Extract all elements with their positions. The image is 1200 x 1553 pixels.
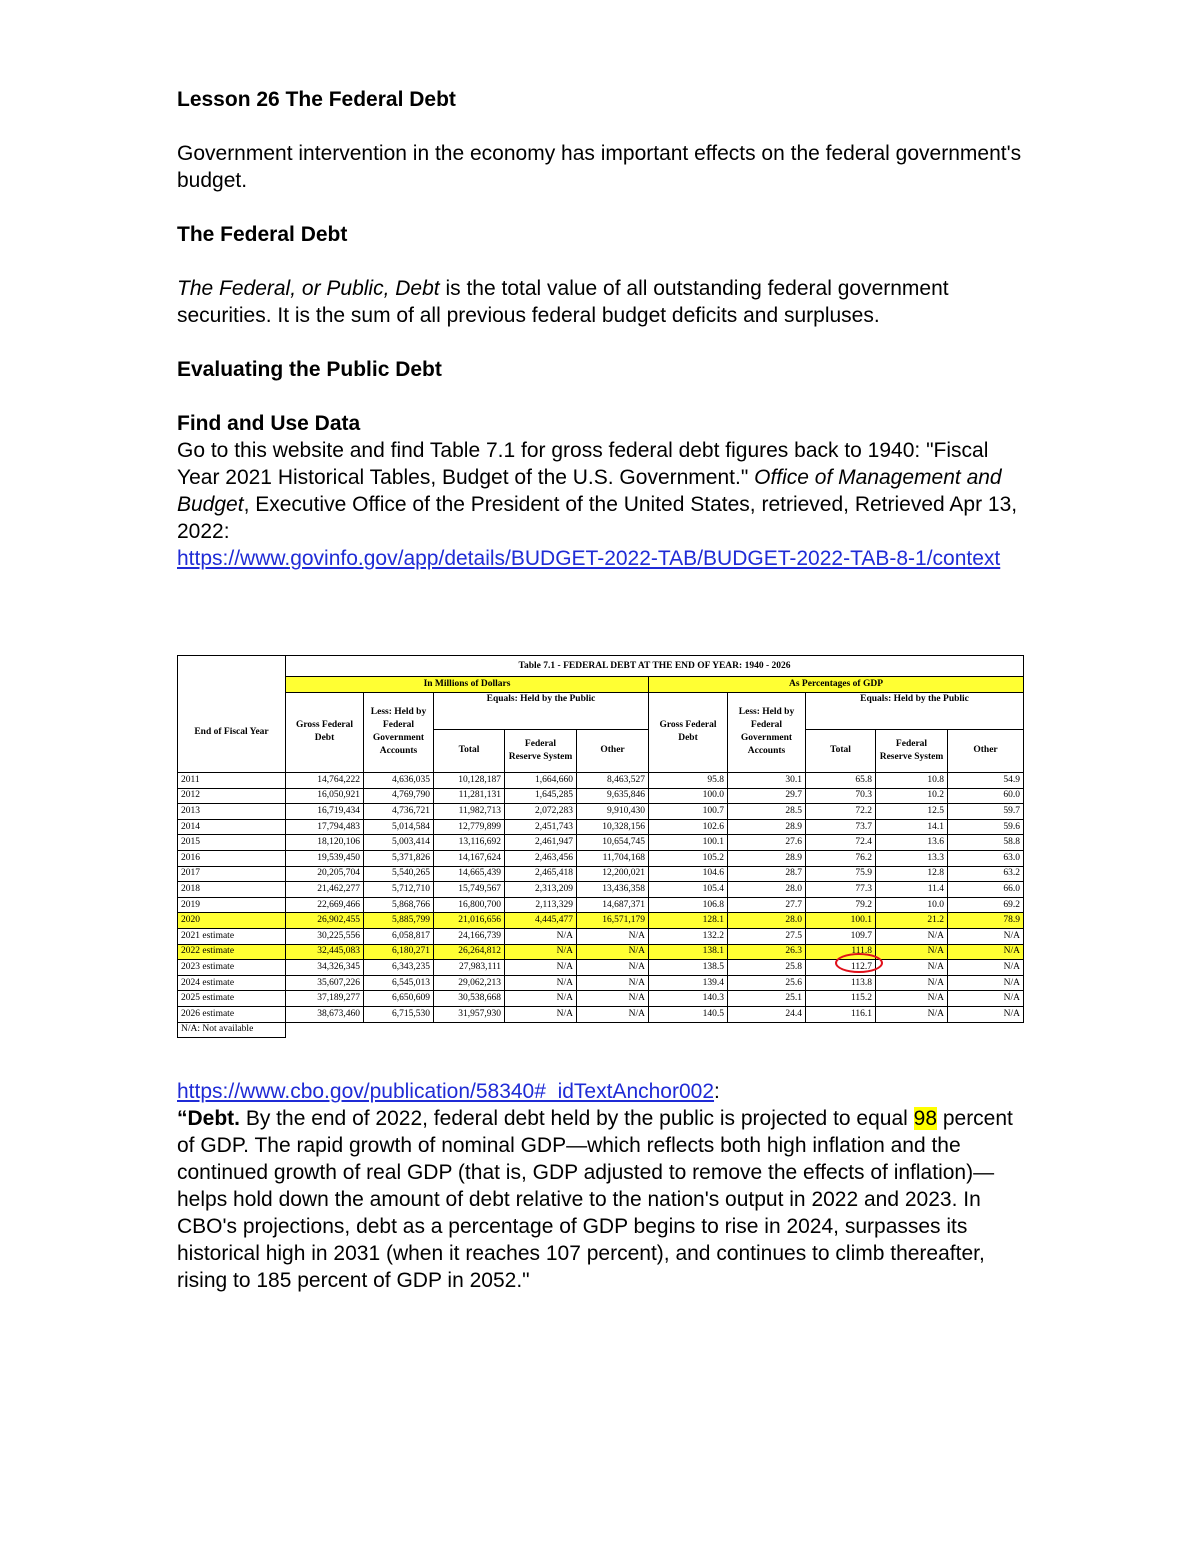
- row-value: 105.2: [649, 851, 728, 867]
- row-value: 66.0: [948, 882, 1024, 898]
- row-value: 25.8: [728, 960, 806, 976]
- row-value: 115.2: [806, 991, 876, 1007]
- intro-paragraph: Government intervention in the economy has important effects on the federal government's budget.: [177, 142, 1022, 192]
- row-value: 1,664,660: [505, 773, 577, 789]
- row-value: 75.9: [806, 866, 876, 882]
- row-value: 12,779,899: [434, 819, 505, 835]
- row-value: 28.9: [728, 851, 806, 867]
- row-value: N/A: [577, 975, 649, 991]
- row-value: 70.3: [806, 788, 876, 804]
- row-value: 72.4: [806, 835, 876, 851]
- row-value: 112.7: [806, 960, 876, 976]
- row-value: 63.2: [948, 866, 1024, 882]
- header-equals-gdp: Equals: Held by the Public: [806, 692, 1024, 729]
- row-value: N/A: [948, 1007, 1024, 1023]
- row-value: 16,719,434: [286, 804, 364, 820]
- row-year: 2021 estimate: [178, 929, 286, 945]
- row-value: 5,868,766: [364, 897, 434, 913]
- row-value: 26.3: [728, 944, 806, 960]
- cbo-link-colon: :: [714, 1080, 720, 1103]
- row-value: 16,050,921: [286, 788, 364, 804]
- row-value: 95.8: [649, 773, 728, 789]
- row-value: 21.2: [876, 913, 948, 929]
- row-value: 18,120,106: [286, 835, 364, 851]
- row-value: 12.8: [876, 866, 948, 882]
- table-row: [178, 819, 1024, 835]
- row-value: 14,167,624: [434, 851, 505, 867]
- row-value: 14,764,222: [286, 773, 364, 789]
- row-value: N/A: [876, 960, 948, 976]
- row-value: 38,673,460: [286, 1007, 364, 1023]
- row-value: 5,014,584: [364, 819, 434, 835]
- row-value: 2,113,329: [505, 897, 577, 913]
- row-value: 9,635,846: [577, 788, 649, 804]
- row-value: N/A: [505, 944, 577, 960]
- row-value: 12,200,021: [577, 866, 649, 882]
- row-value: 28.0: [728, 882, 806, 898]
- row-value: N/A: [948, 991, 1024, 1007]
- group-dollars: In Millions of Dollars: [286, 677, 649, 693]
- row-year: 2019: [178, 897, 286, 913]
- row-value: 100.0: [649, 788, 728, 804]
- cbo-section: [177, 1078, 1027, 1294]
- row-value: 11,982,713: [434, 804, 505, 820]
- table-row: [178, 866, 1024, 882]
- group-gdp: As Percentages of GDP: [649, 677, 1024, 693]
- row-value: 28.0: [728, 913, 806, 929]
- row-value: N/A: [876, 944, 948, 960]
- row-value: 100.1: [806, 913, 876, 929]
- row-year: 2025 estimate: [178, 991, 286, 1007]
- find-text-2: , Executive Office of the President of the United States, retrieved, Retrieved Apr 13, 2022:: [177, 493, 1018, 543]
- row-value: 6,545,013: [364, 975, 434, 991]
- row-value: 73.7: [806, 819, 876, 835]
- table-body: [178, 773, 1024, 1023]
- row-value: N/A: [948, 960, 1024, 976]
- row-value: 10,328,156: [577, 819, 649, 835]
- lesson-title: Lesson 26 The Federal Debt: [177, 88, 456, 111]
- header-less-gdp: Less: Held by Federal Government Accounts: [728, 692, 806, 773]
- row-value: 28.9: [728, 819, 806, 835]
- quote-text-2: percent of GDP. The rapid growth of nominal GDP—which reflects both high inflation and the continued growth of real GDP (that is, GDP adjusted to remove the effects of inflation)—helps hold down the amount of debt relative to the nation's output in 2022 and 2023. In CBO's projections, debt as a percentage of GDP begins to rise in 2024, surpasses its historical high in 2031 (when it reaches 107 percent), and continues to climb thereafter, rising to 185 percent of GDP in 2052.": [177, 1107, 1013, 1292]
- row-year: 2017: [178, 866, 286, 882]
- quote-text-1: By the end of 2022, federal debt held by the public is projected to equal: [240, 1107, 914, 1130]
- row-value: 76.2: [806, 851, 876, 867]
- row-value: 31,957,930: [434, 1007, 505, 1023]
- row-value: 21,016,656: [434, 913, 505, 929]
- row-value: 140.5: [649, 1007, 728, 1023]
- row-value: 28.5: [728, 804, 806, 820]
- table-footnote: N/A: Not available: [178, 1022, 286, 1038]
- row-year: 2026 estimate: [178, 1007, 286, 1023]
- row-value: 6,058,817: [364, 929, 434, 945]
- row-value: 5,003,414: [364, 835, 434, 851]
- row-value: 59.7: [948, 804, 1024, 820]
- section-heading-federal-debt: The Federal Debt: [177, 223, 348, 246]
- row-value: 27.7: [728, 897, 806, 913]
- row-value: 102.6: [649, 819, 728, 835]
- document-body: [177, 86, 1027, 572]
- row-value: 2,313,209: [505, 882, 577, 898]
- row-value: 5,540,265: [364, 866, 434, 882]
- quote-lead: “Debt.: [177, 1107, 240, 1130]
- row-value: 139.4: [649, 975, 728, 991]
- row-value: 100.7: [649, 804, 728, 820]
- row-value: 79.2: [806, 897, 876, 913]
- table-row: [178, 1007, 1024, 1023]
- row-value: 6,180,271: [364, 944, 434, 960]
- table-row: [178, 851, 1024, 867]
- row-year: 2020: [178, 913, 286, 929]
- row-value: 4,769,790: [364, 788, 434, 804]
- row-value: N/A: [577, 991, 649, 1007]
- table-title: Table 7.1 - FEDERAL DEBT AT THE END OF YEAR: 1940 - 2026: [286, 656, 1024, 677]
- row-value: 6,715,530: [364, 1007, 434, 1023]
- row-value: 16,571,179: [577, 913, 649, 929]
- row-value: 26,264,812: [434, 944, 505, 960]
- row-value: 59.6: [948, 819, 1024, 835]
- row-value: 138.1: [649, 944, 728, 960]
- row-value: 5,371,826: [364, 851, 434, 867]
- row-value: 4,636,035: [364, 773, 434, 789]
- row-value: 2,461,947: [505, 835, 577, 851]
- row-value: 11,281,131: [434, 788, 505, 804]
- definition-term: The Federal, or Public, Debt: [177, 277, 440, 300]
- row-value: 29.7: [728, 788, 806, 804]
- row-value: 27.5: [728, 929, 806, 945]
- row-value: 63.0: [948, 851, 1024, 867]
- row-value: 132.2: [649, 929, 728, 945]
- table-row: [178, 804, 1024, 820]
- row-value: N/A: [505, 975, 577, 991]
- row-value: 14.1: [876, 819, 948, 835]
- row-value: 65.8: [806, 773, 876, 789]
- row-value: 15,749,567: [434, 882, 505, 898]
- row-value: 6,650,609: [364, 991, 434, 1007]
- row-value: 17,794,483: [286, 819, 364, 835]
- row-value: N/A: [505, 991, 577, 1007]
- row-year: 2018: [178, 882, 286, 898]
- row-value: 5,712,710: [364, 882, 434, 898]
- highlight-circle: [835, 953, 883, 973]
- header-equals-dollars: Equals: Held by the Public: [434, 692, 649, 729]
- row-value: 2,465,418: [505, 866, 577, 882]
- row-value: 5,885,799: [364, 913, 434, 929]
- row-value: 113.8: [806, 975, 876, 991]
- row-value: N/A: [505, 1007, 577, 1023]
- row-value: 25.6: [728, 975, 806, 991]
- table-row: [178, 960, 1024, 976]
- header-year: End of Fiscal Year: [178, 692, 286, 773]
- debt-table: [177, 655, 1024, 1038]
- row-value: N/A: [876, 929, 948, 945]
- row-value: 77.3: [806, 882, 876, 898]
- row-value: 8,463,527: [577, 773, 649, 789]
- row-value: 10,654,745: [577, 835, 649, 851]
- header-frs-gdp: Federal Reserve System: [876, 729, 948, 772]
- row-value: 29,062,213: [434, 975, 505, 991]
- header-total-gdp: Total: [806, 729, 876, 772]
- row-value: 25.1: [728, 991, 806, 1007]
- header-gross-gdp: Gross Federal Debt: [649, 692, 728, 773]
- row-value: 72.2: [806, 804, 876, 820]
- table-row: [178, 773, 1024, 789]
- row-value: 30,225,556: [286, 929, 364, 945]
- row-value: 37,189,277: [286, 991, 364, 1007]
- row-value: N/A: [505, 929, 577, 945]
- row-value: N/A: [876, 975, 948, 991]
- row-value: 10.0: [876, 897, 948, 913]
- row-value: 30,538,668: [434, 991, 505, 1007]
- row-value: 28.7: [728, 866, 806, 882]
- header-total-dollars: Total: [434, 729, 505, 772]
- govinfo-link[interactable]: https://www.govinfo.gov/app/details/BUDGET-2022-TAB/BUDGET-2022-TAB-8-1/context: [177, 547, 1001, 570]
- row-value: 2,451,743: [505, 819, 577, 835]
- row-value: 27,983,111: [434, 960, 505, 976]
- row-year: 2024 estimate: [178, 975, 286, 991]
- definition-paragraph: [177, 275, 1027, 329]
- row-value: 30.1: [728, 773, 806, 789]
- table-row: [178, 897, 1024, 913]
- row-value: N/A: [577, 1007, 649, 1023]
- row-value: 13,436,358: [577, 882, 649, 898]
- row-value: 4,445,477: [505, 913, 577, 929]
- row-value: N/A: [577, 960, 649, 976]
- row-value: 69.2: [948, 897, 1024, 913]
- row-year: 2015: [178, 835, 286, 851]
- table-row: [178, 882, 1024, 898]
- row-value: 22,669,466: [286, 897, 364, 913]
- row-value: 19,539,450: [286, 851, 364, 867]
- row-value: 13.3: [876, 851, 948, 867]
- table-row: [178, 991, 1024, 1007]
- table-row: [178, 944, 1024, 960]
- row-year: 2014: [178, 819, 286, 835]
- row-value: 138.5: [649, 960, 728, 976]
- row-value: 11.4: [876, 882, 948, 898]
- row-value: 10.8: [876, 773, 948, 789]
- row-value: 20,205,704: [286, 866, 364, 882]
- row-value: 2,072,283: [505, 804, 577, 820]
- table-row: [178, 913, 1024, 929]
- row-value: N/A: [876, 991, 948, 1007]
- row-value: 1,645,285: [505, 788, 577, 804]
- row-value: 10.2: [876, 788, 948, 804]
- row-value: 34,326,345: [286, 960, 364, 976]
- table-row: [178, 788, 1024, 804]
- row-value: 4,736,721: [364, 804, 434, 820]
- omb-name: Office of Management and Budget: [177, 466, 1002, 516]
- find-data-paragraph: [177, 437, 1027, 572]
- row-value: 6,343,235: [364, 960, 434, 976]
- row-value: 60.0: [948, 788, 1024, 804]
- row-value: 21,462,277: [286, 882, 364, 898]
- row-value: 116.1: [806, 1007, 876, 1023]
- header-gross-dollars: Gross Federal Debt: [286, 692, 364, 773]
- row-value: N/A: [948, 944, 1024, 960]
- row-value: 24,166,739: [434, 929, 505, 945]
- row-value: 13.6: [876, 835, 948, 851]
- row-value: 54.9: [948, 773, 1024, 789]
- debt-table-image: [177, 655, 1023, 1051]
- row-value: 104.6: [649, 866, 728, 882]
- row-value: 26,902,455: [286, 913, 364, 929]
- row-value: N/A: [505, 960, 577, 976]
- row-year: 2016: [178, 851, 286, 867]
- table-row: [178, 835, 1024, 851]
- cbo-quote: [177, 1105, 1027, 1294]
- row-year: 2023 estimate: [178, 960, 286, 976]
- row-value: 10,128,187: [434, 773, 505, 789]
- row-value: 78.9: [948, 913, 1024, 929]
- row-value: 128.1: [649, 913, 728, 929]
- section-heading-evaluating: Evaluating the Public Debt: [177, 358, 442, 381]
- header-other-gdp: Other: [948, 729, 1024, 772]
- row-value: N/A: [577, 944, 649, 960]
- cbo-link-line: [177, 1078, 1027, 1105]
- row-value: 58.8: [948, 835, 1024, 851]
- definition-text: is the total value of all outstanding federal government securities. It is the sum of all previous federal budget deficits and surpluses.: [177, 277, 949, 327]
- row-value: N/A: [577, 929, 649, 945]
- row-value: N/A: [948, 929, 1024, 945]
- row-value: 16,800,700: [434, 897, 505, 913]
- row-value: N/A: [948, 975, 1024, 991]
- row-value: 2,463,456: [505, 851, 577, 867]
- row-value: 140.3: [649, 991, 728, 1007]
- row-value: 12.5: [876, 804, 948, 820]
- row-value: 24.4: [728, 1007, 806, 1023]
- table-row: [178, 929, 1024, 945]
- row-year: 2022 estimate: [178, 944, 286, 960]
- find-text-1: Go to this website and find Table 7.1 for gross federal debt figures back to 1940: "Fiscal Year 2021 Historical Tables, Budget of the U.S. Government.": [177, 439, 989, 489]
- row-value: 106.8: [649, 897, 728, 913]
- row-value: N/A: [876, 1007, 948, 1023]
- row-value: 11,704,168: [577, 851, 649, 867]
- row-value: 27.6: [728, 835, 806, 851]
- quote-highlight: 98: [913, 1107, 937, 1130]
- row-value: 9,910,430: [577, 804, 649, 820]
- header-frs-dollars: Federal Reserve System: [505, 729, 577, 772]
- row-year: 2011: [178, 773, 286, 789]
- row-value: 105.4: [649, 882, 728, 898]
- row-value: 111.8: [806, 944, 876, 960]
- row-value: 14,665,439: [434, 866, 505, 882]
- header-other-dollars: Other: [577, 729, 649, 772]
- row-value: 35,607,226: [286, 975, 364, 991]
- row-year: 2012: [178, 788, 286, 804]
- row-value: 13,116,692: [434, 835, 505, 851]
- row-value: 109.7: [806, 929, 876, 945]
- header-less-dollars: Less: Held by Federal Government Accounts: [364, 692, 434, 773]
- row-year: 2013: [178, 804, 286, 820]
- row-value: 32,445,083: [286, 944, 364, 960]
- cbo-link[interactable]: https://www.cbo.gov/publication/58340#_idTextAnchor002: [177, 1080, 715, 1103]
- row-value: 14,687,371: [577, 897, 649, 913]
- row-value: 100.1: [649, 835, 728, 851]
- section-heading-find-data: Find and Use Data: [177, 412, 361, 435]
- table-row: [178, 975, 1024, 991]
